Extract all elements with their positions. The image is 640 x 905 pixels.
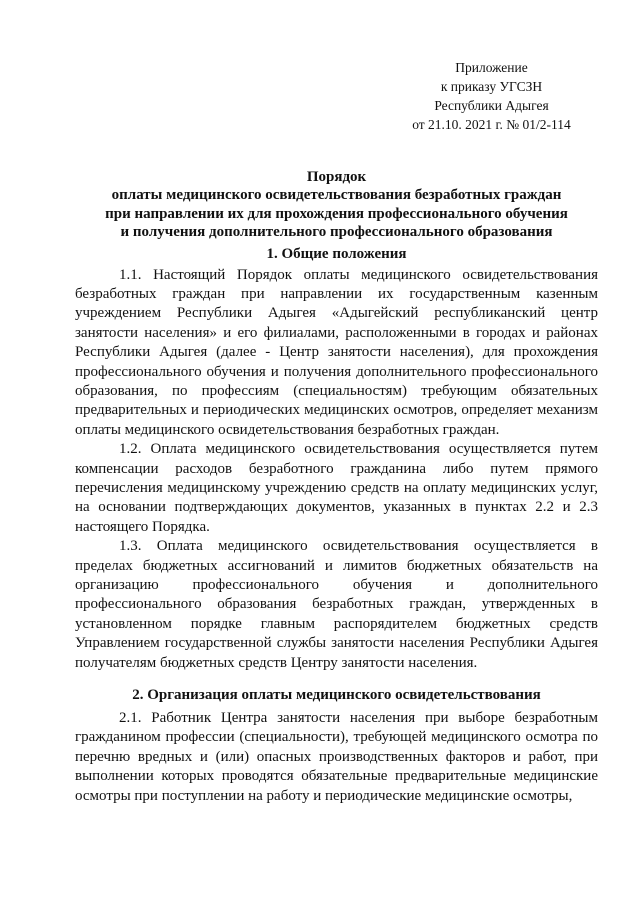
document-subtitle [75, 186, 598, 242]
approval-stamp [385, 58, 598, 134]
subtitle-line: оплаты медицинского освидетельствования безработных граждан [111, 187, 562, 203]
document-title: Порядок [306, 169, 367, 185]
stamp-line: к приказу УГСЗН [440, 79, 543, 94]
subtitle-line: при направлении их для прохождения профессионального обучения [105, 205, 568, 222]
section-heading-organization: 2. Организация оплаты медицинского освидетельствования [132, 687, 541, 704]
section-heading-general: 1. Общие положения [266, 245, 407, 262]
paragraph-1-2: 1.2. Оплата медицинского освидетельствования осуществляется путем компенсации расходов безработного гражданина либо путем прямого перечисления медицинскому учреждению средств на оплату медицинских услуг, на основании подтверждающих документов, указанных в пунктах 2.2 и 2.3 настоящего Порядка. [75, 441, 598, 535]
stamp-line: от 21.10. 2021 г. № 01/2-114 [412, 117, 571, 132]
stamp-line: Приложение [455, 60, 528, 75]
paragraph-1-1: 1.1. Настоящий Порядок оплаты медицинского освидетельствования безработных граждан при направлении их государственным казенным учреждением Республики Адыгея «Адыгейский республиканский центр занятости населения» и его филиалами, расположенными в городах и районах Республики Адыгея (далее - Центр занятости населения), для прохождения профессионального обучения и получения дополнительного профессионального образования, по профессиям (специальностям) требующим обязательных предварительных и периодических медицинских осмотров, определяет механизм оплаты медицинского освидетельствования безработных граждан. [75, 266, 598, 438]
subtitle-line: и получения дополнительного профессионального образования [120, 224, 553, 240]
stamp-line: Республики Адыгея [434, 98, 549, 113]
paragraph-1-3: 1.3. Оплата медицинского освидетельствования осуществляется в пределах бюджетных ассигнований и лимитов бюджетных обязательств на организацию профессионального обучения и дополнительного профессионального образования безработных граждан, утвержденных в установленном порядке главным распорядителем бюджетных средств Управлением государственной службы занятости населения Республики Адыгея получателям бюджетных средств Центру занятости населения. [75, 538, 598, 671]
paragraph-2-1: 2.1. Работник Центра занятости населения при выборе безработным гражданином профессии (специальности), требующей медицинского осмотра по перечню вредных и (или) опасных производственных факторов и работ, при выполнении которых проводятся обязательные предварительные медицинские осмотры при поступлении на работу и периодические медицинские осмотры, [75, 710, 598, 804]
